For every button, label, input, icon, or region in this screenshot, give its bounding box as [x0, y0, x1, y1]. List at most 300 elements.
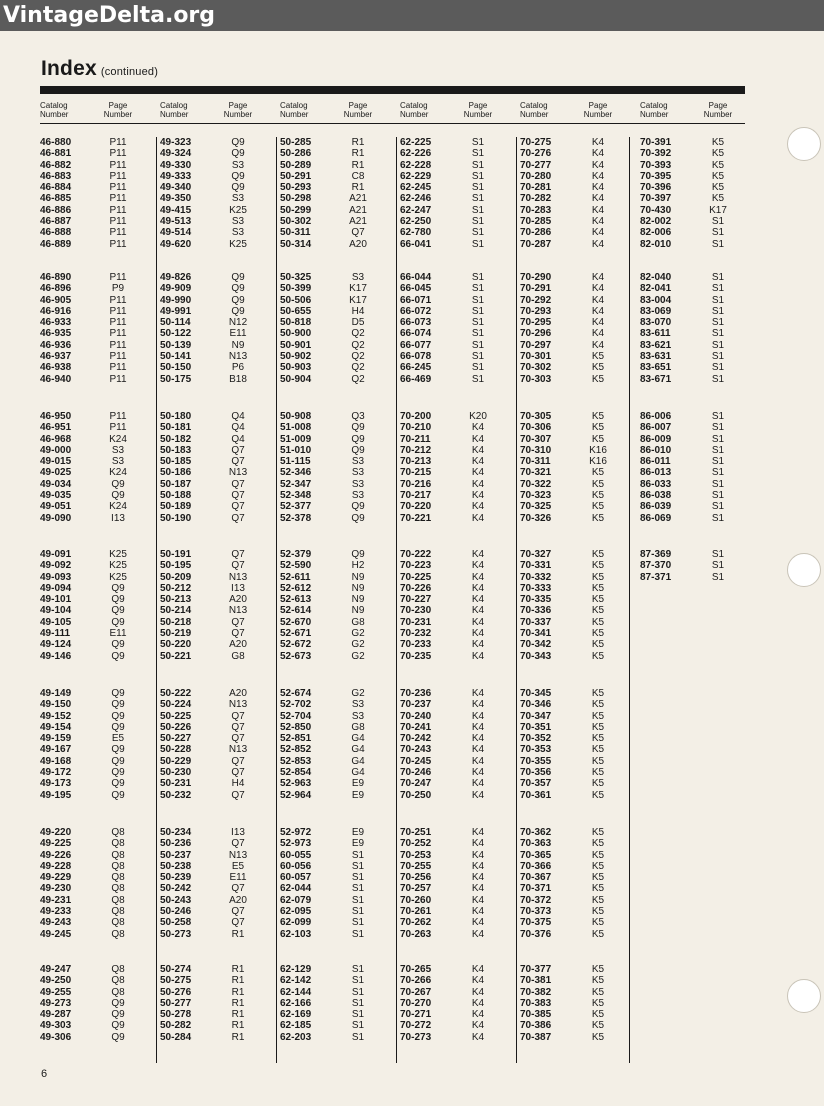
index-row: [160, 216, 270, 227]
index-row: [160, 895, 270, 906]
index-row: [520, 422, 630, 433]
catalog-number: 70-302: [520, 362, 552, 374]
index-group: [280, 964, 390, 1043]
page-reference: S1: [351, 928, 365, 940]
catalog-number: 70-246: [400, 767, 432, 779]
page-reference: G2: [351, 688, 365, 699]
catalog-number: 50-302: [280, 216, 312, 228]
catalog-number: 82-006: [640, 227, 672, 239]
index-row: [400, 733, 510, 744]
catalog-number: 50-299: [280, 204, 312, 216]
page-reference: N13: [228, 744, 248, 756]
catalog-number: 46-937: [40, 351, 72, 363]
page-reference: Q7: [231, 906, 245, 918]
page-reference: K4: [591, 204, 605, 216]
page-reference: E11: [229, 328, 247, 340]
page-reference: P11: [109, 328, 127, 340]
index-group: [280, 549, 390, 662]
index-row: [40, 160, 150, 171]
index-row: [40, 628, 150, 639]
page-reference: Q9: [111, 997, 125, 1009]
index-row: [400, 688, 510, 699]
catalog-number: 70-255: [400, 860, 432, 872]
catalog-number: 70-233: [400, 639, 432, 651]
page-reference: Q7: [231, 549, 245, 560]
page-reference: K4: [591, 283, 605, 295]
catalog-number: 50-183: [160, 444, 192, 456]
index-group: [520, 688, 630, 801]
page-reference: G4: [351, 755, 365, 767]
index-row: [400, 205, 510, 216]
index-row: [400, 711, 510, 722]
index-row: [520, 929, 630, 940]
catalog-number: 70-396: [640, 182, 672, 194]
header-page-number: Page Number: [583, 101, 613, 119]
catalog-number: 50-908: [280, 411, 312, 422]
page-reference: Q9: [111, 710, 125, 722]
page-reference: S3: [111, 444, 125, 456]
catalog-number: 51-115: [280, 456, 311, 468]
page-reference: K4: [471, 605, 485, 617]
index-group: [160, 964, 270, 1043]
index-row: [40, 422, 150, 433]
catalog-number: 46-940: [40, 373, 72, 385]
catalog-number: 70-385: [520, 1009, 552, 1021]
catalog-number: 50-286: [280, 148, 312, 160]
page-reference: A21: [349, 193, 367, 205]
index-row: [160, 422, 270, 433]
catalog-number: 70-250: [400, 789, 432, 801]
catalog-number: 70-217: [400, 490, 432, 502]
page-reference: Q9: [231, 148, 245, 160]
catalog-number: 50-150: [160, 362, 192, 374]
catalog-number: 70-211: [400, 433, 431, 445]
index-row: [640, 205, 750, 216]
index-group: [520, 272, 630, 385]
binder-hole: [787, 127, 821, 161]
index-row: [520, 148, 630, 159]
header-page-number: Page Number: [463, 101, 493, 119]
header-rule: [40, 123, 745, 124]
catalog-number: 86-038: [640, 490, 672, 502]
index-row: [400, 778, 510, 789]
index-row: [40, 872, 150, 883]
catalog-number: 60-057: [280, 872, 312, 884]
page-reference: S1: [711, 411, 725, 422]
index-group: [40, 964, 150, 1043]
index-row: [520, 374, 630, 385]
index-row: [160, 272, 270, 283]
index-row: [640, 411, 750, 422]
catalog-number: 70-346: [520, 699, 552, 711]
page-reference: K4: [471, 433, 485, 445]
catalog-number: 83-004: [640, 294, 672, 306]
page-reference: K5: [591, 478, 605, 490]
catalog-number: 70-365: [520, 849, 552, 861]
index-row: [520, 605, 630, 616]
page-reference: Q7: [231, 501, 245, 513]
index-row: [40, 1009, 150, 1020]
index-row: [160, 722, 270, 733]
index-row: [160, 987, 270, 998]
catalog-number: 70-253: [400, 849, 432, 861]
catalog-number: 62-144: [280, 986, 312, 998]
index-row: [400, 272, 510, 283]
page-reference: G4: [351, 744, 365, 756]
index-row: [520, 434, 630, 445]
page-reference: E9: [351, 827, 365, 838]
catalog-number: 49-092: [40, 560, 72, 572]
page-reference: Q9: [111, 650, 125, 662]
catalog-number: 49-220: [40, 827, 72, 838]
page-reference: Q7: [231, 838, 245, 850]
index-group: [400, 688, 510, 801]
catalog-number: 50-506: [280, 294, 312, 306]
page-reference: S1: [711, 512, 725, 524]
catalog-number: 50-218: [160, 616, 192, 628]
catalog-number: 70-297: [520, 339, 552, 351]
index-row: [40, 605, 150, 616]
index-row: [520, 490, 630, 501]
catalog-number: 50-258: [160, 917, 192, 929]
catalog-number: 62-245: [400, 182, 432, 194]
catalog-number: 50-902: [280, 351, 312, 363]
catalog-number: 70-275: [520, 137, 552, 148]
catalog-number: 70-286: [520, 227, 552, 239]
catalog-number: 52-704: [280, 710, 312, 722]
catalog-number: 49-229: [40, 872, 72, 884]
page-reference: K5: [591, 975, 605, 987]
page-reference: N13: [228, 605, 248, 617]
index-row: [160, 362, 270, 373]
index-row: [400, 148, 510, 159]
catalog-number: 52-377: [280, 501, 312, 513]
page-reference: K5: [591, 744, 605, 756]
page-reference: K5: [591, 827, 605, 838]
catalog-number: 66-074: [400, 328, 432, 340]
page-reference: K4: [591, 193, 605, 205]
page-reference: Q9: [111, 605, 125, 617]
catalog-number: 50-237: [160, 849, 192, 861]
index-row: [40, 283, 150, 294]
catalog-number: 52-674: [280, 688, 312, 699]
index-group: [40, 827, 150, 940]
catalog-number: 46-936: [40, 339, 72, 351]
index-row: [400, 767, 510, 778]
catalog-number: 52-347: [280, 478, 312, 490]
page-reference: K4: [591, 328, 605, 340]
page-reference: G8: [351, 616, 365, 628]
index-row: [160, 328, 270, 339]
catalog-number: 49-323: [160, 137, 192, 148]
index-row: [40, 340, 150, 351]
page-reference: S1: [471, 137, 485, 148]
catalog-number: 46-889: [40, 238, 72, 250]
index-row: [40, 850, 150, 861]
catalog-number: 70-363: [520, 838, 552, 850]
binder-hole: [787, 979, 821, 1013]
page-reference: Q2: [351, 362, 365, 374]
catalog-number: 49-111: [40, 628, 71, 640]
catalog-number: 49-247: [40, 964, 72, 975]
catalog-number: 62-780: [400, 227, 432, 239]
index-row: [640, 560, 750, 571]
page-reference: Q7: [231, 733, 245, 745]
index-row: [280, 872, 390, 883]
index-row: [40, 790, 150, 801]
page-reference: N9: [231, 339, 245, 351]
page-reference: P11: [109, 204, 127, 216]
catalog-number: 86-010: [640, 444, 672, 456]
page-reference: K4: [471, 928, 485, 940]
index-row: [640, 317, 750, 328]
page-reference: Q9: [111, 744, 125, 756]
page-reference: E5: [111, 733, 125, 745]
catalog-number: 70-227: [400, 594, 432, 606]
page-reference: S1: [351, 986, 365, 998]
index-row: [400, 1032, 510, 1043]
catalog-number: 50-190: [160, 512, 192, 524]
page-reference: K4: [591, 216, 605, 228]
index-row: [40, 479, 150, 490]
page-reference: E9: [351, 778, 365, 790]
page-reference: Q9: [111, 789, 125, 801]
index-row: [640, 572, 750, 583]
index-row: [400, 975, 510, 986]
page-reference: E11: [109, 628, 127, 640]
index-row: [400, 699, 510, 710]
page-reference: P11: [109, 272, 127, 283]
index-group: [520, 827, 630, 940]
catalog-number: 46-884: [40, 182, 72, 194]
index-row: [40, 756, 150, 767]
catalog-number: 52-702: [280, 699, 312, 711]
page-reference: K5: [591, 560, 605, 572]
page-reference: Q7: [231, 710, 245, 722]
index-row: [400, 193, 510, 204]
catalog-number: 70-223: [400, 560, 432, 572]
page-reference: Q8: [111, 872, 125, 884]
index-row: [400, 639, 510, 650]
page-reference: S1: [711, 571, 725, 583]
catalog-number: 52-963: [280, 778, 312, 790]
page-reference: P11: [109, 339, 127, 351]
catalog-number: 62-095: [280, 906, 312, 918]
page-reference: S1: [471, 182, 485, 194]
catalog-number: 52-972: [280, 827, 312, 838]
index-row: [640, 374, 750, 385]
index-group: [400, 411, 510, 524]
index-row: [520, 1032, 630, 1043]
page-reference: K5: [591, 1031, 605, 1043]
catalog-number: 50-226: [160, 721, 192, 733]
index-row: [280, 699, 390, 710]
catalog-number: 62-103: [280, 928, 312, 940]
page-reference: K4: [471, 789, 485, 801]
index-row: [400, 929, 510, 940]
catalog-number: 70-295: [520, 317, 552, 329]
catalog-number: 62-229: [400, 170, 432, 182]
index-row: [280, 827, 390, 838]
page-reference: R1: [231, 975, 245, 987]
index-row: [280, 479, 390, 490]
index-group: [40, 549, 150, 662]
index-row: [40, 572, 150, 583]
page-reference: K16: [589, 456, 607, 468]
page-reference: Q9: [111, 1031, 125, 1043]
page-reference: Q9: [351, 422, 365, 434]
catalog-number: 70-247: [400, 778, 432, 790]
index-row: [400, 583, 510, 594]
page-reference: P11: [109, 170, 127, 182]
catalog-number: 70-352: [520, 733, 552, 745]
catalog-number: 70-293: [520, 305, 552, 317]
index-row: [160, 171, 270, 182]
catalog-number: 49-231: [40, 894, 72, 906]
index-row: [520, 193, 630, 204]
index-row: [40, 883, 150, 894]
page-reference: Q2: [351, 339, 365, 351]
page-reference: K5: [591, 928, 605, 940]
catalog-number: 70-240: [400, 710, 432, 722]
page-reference: S1: [711, 362, 725, 374]
index-row: [280, 239, 390, 250]
index-row: [40, 838, 150, 849]
catalog-number: 62-142: [280, 975, 312, 987]
catalog-number: 52-853: [280, 755, 312, 767]
catalog-number: 70-373: [520, 906, 552, 918]
index-row: [520, 328, 630, 339]
index-row: [400, 490, 510, 501]
catalog-number: 46-886: [40, 204, 72, 216]
page-reference: K5: [591, 351, 605, 363]
page-reference: P11: [109, 159, 127, 171]
catalog-number: 50-231: [160, 778, 192, 790]
index-row: [40, 362, 150, 373]
page-reference: K25: [229, 204, 247, 216]
page-reference: S1: [711, 283, 725, 295]
catalog-number: 83-671: [640, 373, 672, 385]
index-group: [280, 272, 390, 385]
index-row: [400, 411, 510, 422]
index-row: [280, 651, 390, 662]
index-row: [640, 513, 750, 524]
index-row: [280, 711, 390, 722]
index-row: [160, 239, 270, 250]
index-row: [160, 651, 270, 662]
page-reference: S3: [231, 193, 245, 205]
index-row: [520, 1020, 630, 1031]
catalog-number: 50-904: [280, 373, 312, 385]
page-reference: P11: [109, 422, 127, 434]
page-reference: I13: [231, 827, 245, 838]
page-reference: Q9: [231, 305, 245, 317]
catalog-number: 86-069: [640, 512, 672, 524]
index-row: [640, 328, 750, 339]
index-row: [520, 778, 630, 789]
catalog-number: 46-968: [40, 433, 72, 445]
index-row: [160, 711, 270, 722]
index-row: [520, 317, 630, 328]
index-row: [160, 445, 270, 456]
column-divider: [516, 137, 517, 1063]
catalog-number: 50-284: [160, 1031, 192, 1043]
index-group: [280, 688, 390, 801]
catalog-number: 50-180: [160, 411, 192, 422]
catalog-number: 50-900: [280, 328, 312, 340]
page-reference: G8: [231, 650, 245, 662]
page-reference: K4: [471, 549, 485, 560]
catalog-number: 50-189: [160, 501, 192, 513]
page-reference: P11: [109, 182, 127, 194]
column-divider: [276, 137, 277, 1063]
index-row: [640, 501, 750, 512]
index-row: [400, 137, 510, 148]
index-row: [280, 850, 390, 861]
catalog-number: 50-114: [160, 317, 191, 329]
catalog-number: 50-187: [160, 478, 192, 490]
catalog-number: 70-321: [520, 467, 552, 479]
index-row: [400, 422, 510, 433]
catalog-number: 46-888: [40, 227, 72, 239]
catalog-number: 62-099: [280, 917, 312, 929]
page-reference: K4: [471, 699, 485, 711]
catalog-number: 52-673: [280, 650, 312, 662]
page-reference: S1: [711, 317, 725, 329]
index-row: [280, 272, 390, 283]
page-reference: Q8: [111, 827, 125, 838]
page-reference: K4: [471, 906, 485, 918]
page-reference: K5: [591, 778, 605, 790]
index-row: [160, 182, 270, 193]
catalog-number: 70-282: [520, 193, 552, 205]
catalog-number: 70-375: [520, 917, 552, 929]
page-reference: K25: [109, 560, 127, 572]
index-row: [160, 549, 270, 560]
page-reference: S1: [471, 305, 485, 317]
catalog-number: 50-325: [280, 272, 312, 283]
catalog-number: 49-990: [160, 294, 192, 306]
page-reference: S1: [351, 860, 365, 872]
index-row: [40, 328, 150, 339]
title-subtitle: (continued): [100, 66, 159, 78]
index-row: [640, 160, 750, 171]
index-row: [520, 699, 630, 710]
catalog-number: 70-305: [520, 411, 552, 422]
page-reference: K4: [591, 227, 605, 239]
index-row: [40, 374, 150, 385]
catalog-number: 82-040: [640, 272, 672, 283]
page-reference: R1: [231, 997, 245, 1009]
catalog-number: 70-311: [520, 456, 551, 468]
catalog-number: 62-246: [400, 193, 432, 205]
page-reference: P11: [109, 137, 127, 148]
index-row: [400, 216, 510, 227]
page-reference: K4: [471, 721, 485, 733]
catalog-number: 70-332: [520, 571, 552, 583]
page-reference: K4: [471, 616, 485, 628]
index-row: [280, 987, 390, 998]
page-reference: Q9: [111, 490, 125, 502]
index-row: [520, 628, 630, 639]
page-reference: P11: [109, 411, 127, 422]
index-row: [640, 148, 750, 159]
catalog-number: 70-391: [640, 137, 672, 148]
page-reference: K4: [471, 444, 485, 456]
catalog-number: 50-220: [160, 639, 192, 651]
index-group: [400, 964, 510, 1043]
index-row: [280, 328, 390, 339]
